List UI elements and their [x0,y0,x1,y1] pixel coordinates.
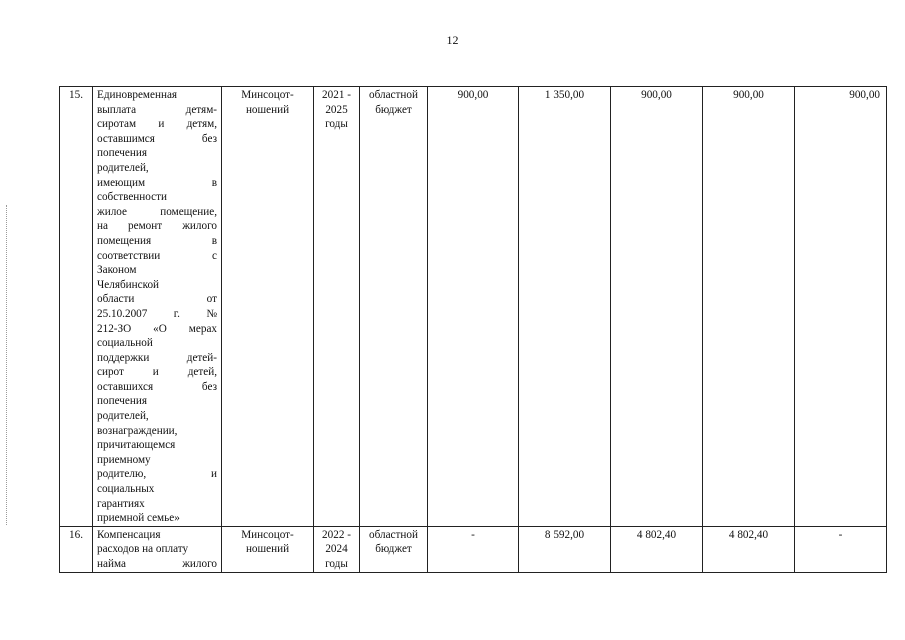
period-line: годы [325,118,348,131]
activity-line: оставшимся без [97,132,217,145]
value-cell: 900,00 [611,87,703,527]
executor [222,526,314,572]
period [314,87,360,527]
value-cell: - [795,526,887,572]
row-number: 16. [60,526,93,572]
period-line: 2024 [325,543,348,556]
period-line: годы [325,558,348,570]
activity-line: родителю, и [97,468,217,481]
activity-line: имеющим в [97,176,217,189]
source-line: областной [369,89,418,101]
activity-line: гарантиях [97,497,145,510]
activity-line: родителей, [97,410,149,423]
activity-name [93,87,222,527]
activity-line: родителей, [97,161,149,174]
funding-source [360,87,428,527]
activity-line: сиротам и детям, [97,118,217,131]
activity-line: 212-ЗО «О мерах [97,322,217,335]
value-cell: 900,00 [703,87,795,527]
activity-line: найма жилого [97,558,217,570]
activity-line: собственности [97,191,167,204]
value-cell: 1 350,00 [519,87,611,527]
page-number: 12 [446,33,459,47]
activity-line: приемному [97,453,151,466]
activity-line: попечения [97,395,147,408]
source-line: бюджет [375,543,412,556]
value-cell: 4 802,40 [611,526,703,572]
period-line: 2021 - [322,89,351,101]
activity-line: расходов на оплату [97,543,189,556]
source-line: областной [369,528,418,541]
value-cell: 900,00 [428,87,519,527]
row-number: 15. [60,87,93,527]
activity-line: социальных [97,483,155,496]
activity-name [93,526,222,572]
period-line: 2022 - [322,528,351,541]
activity-line: социальной [97,337,153,350]
program-table [59,86,887,573]
activity-line: оставшихся без [97,380,217,393]
value-cell: 900,00 [795,87,887,527]
activity-line: жилое помещение, [97,205,217,218]
margin-mark [6,205,8,525]
activity-line: области от [97,293,217,306]
activity-line: соответствии с [97,249,217,262]
activity-line: приемной семье» [97,512,180,525]
activity-line: попечения [97,147,147,160]
activity-line: причитающемся [97,439,176,452]
activity-line: помещения в [97,234,217,247]
activity-line: на ремонт жилого [97,220,217,233]
table-row [60,526,887,572]
value-cell: - [428,526,519,572]
value-cell: 4 802,40 [703,526,795,572]
table-row [60,87,887,527]
activity-line: выплата детям- [97,103,217,116]
activity-line: Челябинской [97,278,160,291]
activity-line: поддержки детей- [97,351,217,364]
activity-line: Компенсация [97,528,161,541]
executor [222,87,314,527]
executor-line: Минсоцот- [241,89,294,101]
period-line: 2025 [325,103,348,116]
source-line: бюджет [375,103,412,116]
executor-line: ношений [245,103,290,116]
activity-line: сирот и детей, [97,366,217,379]
funding-source [360,526,428,572]
executor-line: Минсоцот- [241,528,294,541]
activity-line: Единовременная [97,89,178,101]
value-cell: 8 592,00 [519,526,611,572]
period [314,526,360,572]
executor-line: ношений [245,543,290,556]
activity-line: Законом [97,264,137,277]
activity-line: 25.10.2007 г. № [97,307,217,320]
activity-line: вознаграждении, [97,424,178,437]
